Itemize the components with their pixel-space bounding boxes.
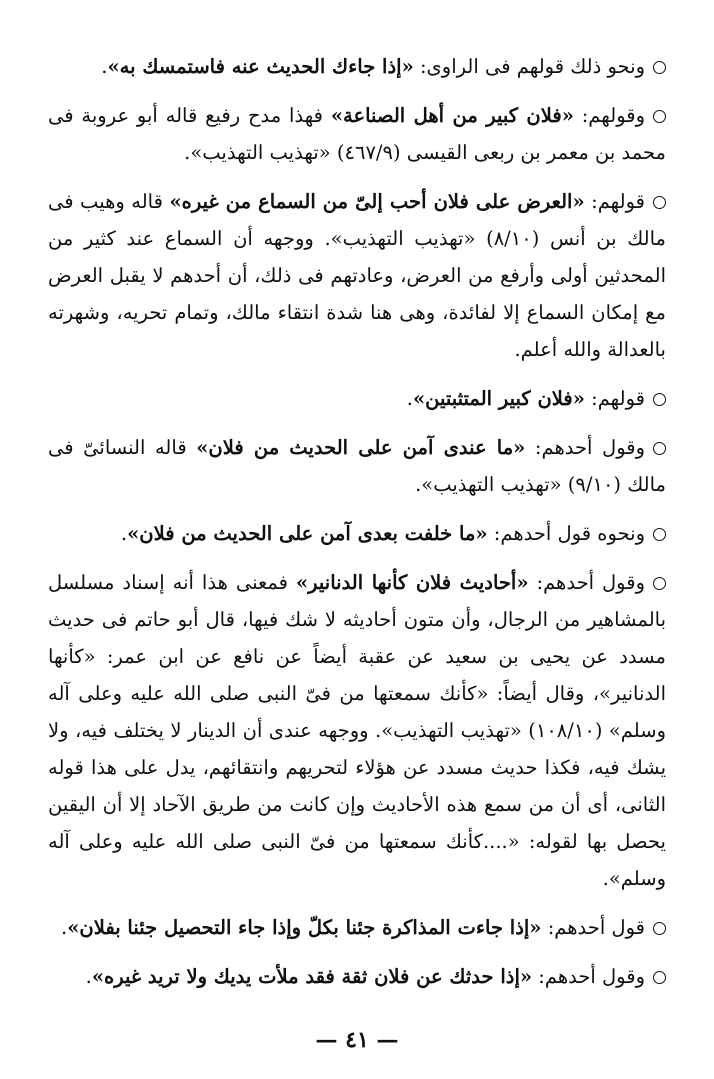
paragraph-quote: «إذا حدثك عن فلان ثقة فقد ملأت يديك ولا تريد غيره» [91,965,533,988]
paragraph-quote: «العرض على فلان أحب إلىّ من السماع من غيره» [169,190,585,213]
paragraph-rest: . [120,522,128,545]
paragraph-quote: «إذا جاءت المذاكرة جئنا بكلّ وإذا جاء التحصيل جئنا بفلان» [67,916,542,939]
paragraph-intro: ونحوه قول أحدهم: [487,522,645,545]
paragraph-rest: . [406,387,413,410]
paragraph-rest: فهذا مدح رفيع قاله أبو عروبة فى محمد بن معمر بن ربعى القيسى (٤٦٧/٩) «تهذيب التهذيب». [48,104,666,164]
paragraph-intro: قولهم: [584,190,646,213]
paragraph-quote: «ما عندى آمن على الحديث من فلان» [196,436,526,459]
paragraph [48,564,666,897]
circle-bullet-icon [653,61,666,74]
paragraph-rest: . [85,965,92,988]
paragraph-rest: قاله وهيب فى مالك بن أنس (٨/١٠) «تهذيب التهذيب». ووجهه أن السماع عند كثير من المحدثين أولى وأرفع من العرض، وعادتهم فى ذلك، أن أحدهم لا يقبل العرض مع إمكان السماع إلا لفائدة، وهى هنا شدة انتقاء مالك، وتمام تحريه، وشهرته بالعدالة والله أعلم. [48,190,666,361]
paragraph [48,183,666,368]
circle-bullet-icon [653,971,666,984]
paragraph-rest: . [101,55,108,78]
circle-bullet-icon [653,196,666,209]
paragraph [48,97,666,171]
circle-bullet-icon [653,442,666,455]
circle-bullet-icon [653,922,666,935]
paragraph-intro: ونحو ذلك قولهم فى الراوى: [413,55,645,78]
paragraph-intro: وقولهم: [573,104,646,127]
paragraph [48,48,666,85]
paragraph [48,429,666,503]
paragraph-rest: قاله النسائىّ فى مالك (٩/١٠) «تهذيب التهذيب». [48,436,666,496]
circle-bullet-icon [653,528,666,541]
paragraph-intro: قولهم: [584,387,645,410]
paragraph-intro: قول أحدهم: [541,916,645,939]
circle-bullet-icon [653,110,666,123]
circle-bullet-icon [653,393,666,406]
paragraph-intro: وقول أحدهم: [528,571,645,594]
paragraph-rest: . [61,916,68,939]
paragraph [48,909,666,946]
paragraph-quote: «إذا جاءك الحديث عنه فاستمسك به» [107,55,414,78]
paragraph [48,958,666,995]
paragraph-intro: وقول أحدهم: [532,965,645,988]
paragraph-quote: «ما خلفت بعدى آمن على الحديث من فلان» [127,522,488,545]
paragraph-quote: «أحاديث فلان كأنها الدنانير» [295,571,529,594]
paragraph [48,515,666,552]
paragraph-quote: «فلان كبير المتثبتين» [412,387,585,410]
paragraph-quote: «فلان كبير من أهل الصناعة» [330,104,574,127]
body-text [48,48,666,995]
paragraph-intro: وقول أحدهم: [525,436,646,459]
circle-bullet-icon [653,577,666,590]
paragraph [48,380,666,417]
paragraph-rest: فمعنى هذا أنه إسناد مسلسل بالمشاهير من الرجال، وأن متون أحاديثه لا شك فيها، قال أبو حاتم فى حديث مسدد عن يحيى بن سعيد عن عقبة أيضاً عن نافع عن ابن عمر: «كأنها الدنانير»، وقال أيضاً: «كأنك سمعتها من فىّ النبى صلى الله عليه وعلى آله وسلم» (١٠٨/١٠) «تهذيب التهذيب». ووجهه عندى أن الدينار لا يختلف فيه، ولا يشك فيه، فكذا حديث مسدد عن هؤلاء لتحريهم وانتقائهم، يدل على هذا قوله الثانى، أى أن من سمع هذه الأحاديث وإن كانت من طريق الآحاد إلا أن اليقين يحصل بها لقوله: «....كأنك سمعتها من فىّ النبى صلى الله عليه وعلى آله وسلم». [48,571,666,890]
page-number: — ٤١ — [315,1027,399,1053]
